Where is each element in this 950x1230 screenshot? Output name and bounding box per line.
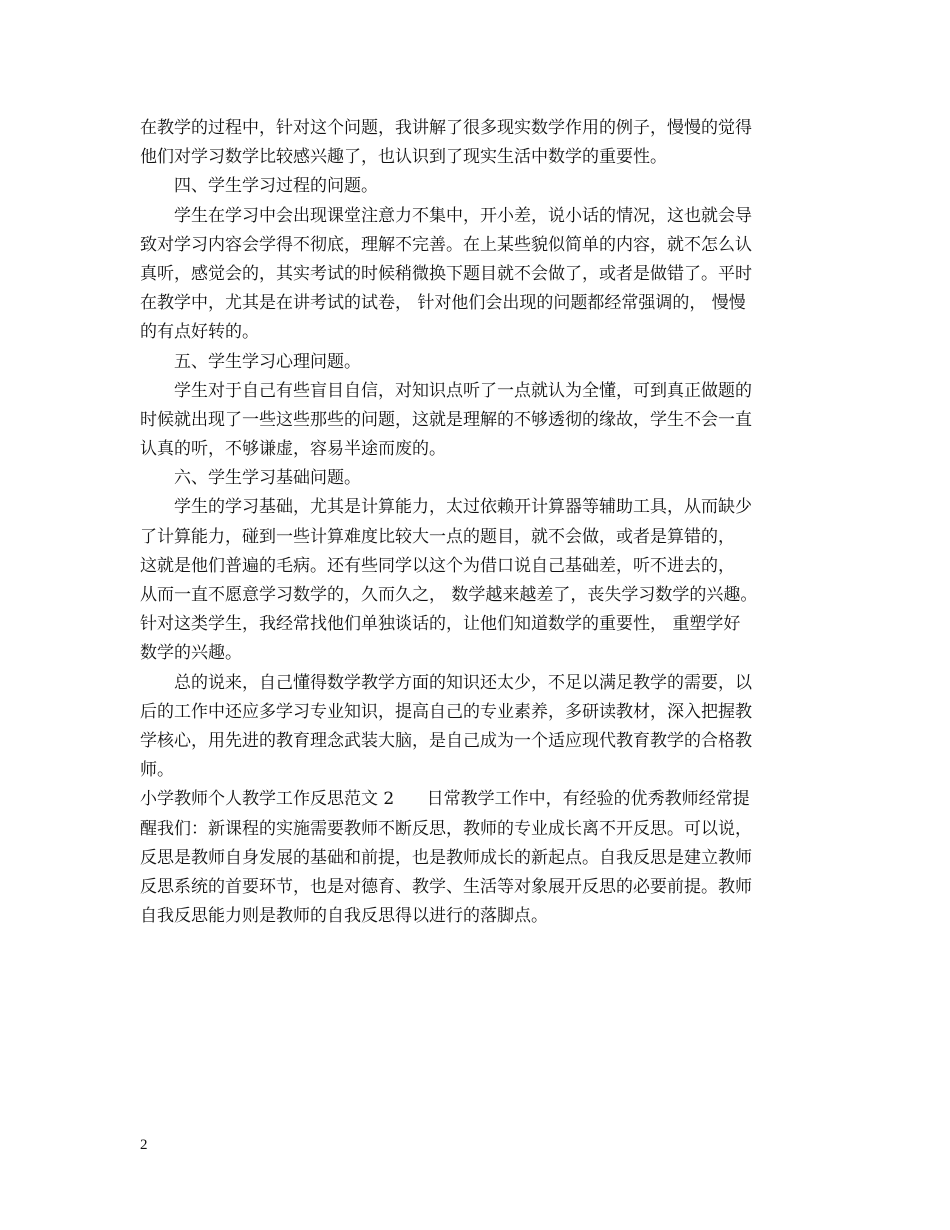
text-line: 后的工作中还应多学习专业知识，提高自己的专业素养，多研读教材，深入把握教 [140, 701, 752, 722]
text-line: 反思是教师自身发展的基础和前提，也是教师成长的新起点。自我反思是建立教师 [140, 847, 752, 868]
text-line: 学生的学习基础，尤其是计算能力，太过依赖开计算器等辅助工具，从而缺少 [174, 497, 752, 518]
text-line: 针对这类学生，我经常找他们单独谈话的，让他们知道数学的重要性， 重塑学好 [140, 614, 741, 635]
text-line: 在教学中，尤其是在讲考试的试卷， 针对他们会出现的问题都经常强调的， 慢慢 [140, 293, 746, 314]
text-line: 总的说来，自己懂得数学教学方面的知识还太少，不足以满足教学的需要，以 [174, 672, 752, 693]
text-line: 从而一直不愿意学习数学的，久而久之， 数学越来越差了，丧失学习数学的兴趣。 [140, 585, 758, 605]
text-line: 时候就出现了一些这些那些的问题，这就是理解的不够透彻的缘故，学生不会一直 [140, 409, 752, 430]
section-heading: 四、学生学习过程的问题。 [174, 176, 378, 197]
text-line: 学生对于自己有些盲目自信，对知识点听了一点就认为全懂，可到真正做题的 [174, 380, 752, 401]
text-line: 醒我们：新课程的实施需要教师不断反思，教师的专业成长离不开反思。可以说， [140, 818, 752, 839]
article-title-line: 小学教师个人教学工作反思范文 2 日常教学工作中，有经验的优秀教师经常提 [140, 789, 750, 810]
text-line: 反思系统的首要环节，也是对德育、教学、生活等对象展开反思的必要前提。教师 [140, 876, 752, 897]
page-number: 2 [140, 1137, 148, 1153]
text-line: 自我反思能力则是教师的自我反思得以进行的落脚点。 [140, 906, 548, 927]
text-line: 这就是他们普遍的毛病。还有些同学以这个为借口说自己基础差，听不进去的， [140, 555, 735, 576]
document-body [140, 114, 820, 931]
section-heading: 六、学生学习基础问题。 [174, 468, 361, 489]
text-line: 致对学习内容会学得不彻底，理解不完善。在上某些貌似简单的内容，就不怎么认 [140, 234, 752, 255]
text-line: 他们对学习数学比较感兴趣了，也认识到了现实生活中数学的重要性。 [140, 147, 667, 168]
text-line: 师。 [140, 760, 174, 781]
text-line: 的有点好转的。 [140, 322, 259, 343]
text-line: 认真的听，不够谦虚，容易半途而废的。 [140, 439, 446, 460]
text-line: 在教学的过程中，针对这个问题，我讲解了很多现实数学作用的例子，慢慢的觉得 [140, 118, 752, 138]
text-line: 数学的兴趣。 [140, 643, 242, 664]
text-line: 真听，感觉会的，其实考试的时候稍微换下题目就不会做了，或者是做错了。平时 [140, 263, 752, 284]
text-line: 学核心，用先进的教育理念武装大脑，是自己成为一个适应现代教育教学的合格教 [140, 730, 752, 751]
text-line: 了计算能力，碰到一些计算难度比较大一点的题目，就不会做，或者是算错的， [140, 526, 735, 547]
text-line: 学生在学习中会出现课堂注意力不集中，开小差，说小话的情况，这也就会导 [174, 205, 752, 226]
section-heading: 五、学生学习心理问题。 [174, 351, 361, 372]
